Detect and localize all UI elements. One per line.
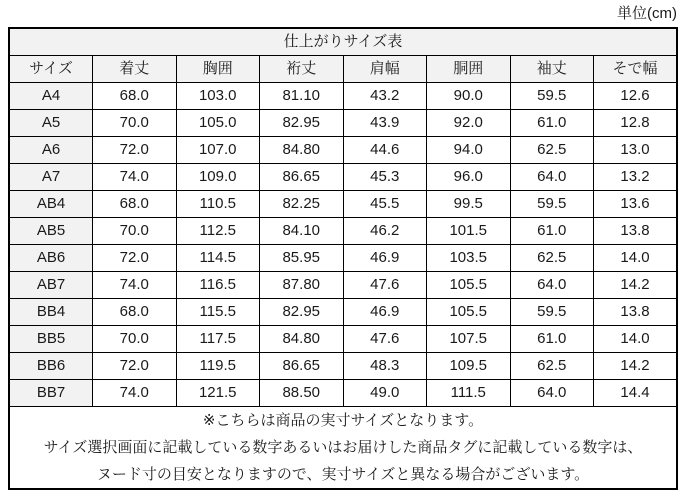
column-header: 裄丈 <box>260 56 344 83</box>
value-cell: 101.5 <box>427 218 511 245</box>
value-cell: 82.95 <box>260 299 344 326</box>
value-cell: 47.6 <box>343 272 427 299</box>
value-cell: 103.0 <box>176 83 260 110</box>
value-cell: 61.0 <box>510 110 594 137</box>
value-cell: 68.0 <box>93 83 177 110</box>
value-cell: 92.0 <box>427 110 511 137</box>
value-cell: 72.0 <box>93 353 177 380</box>
value-cell: 81.10 <box>260 83 344 110</box>
table-row <box>9 191 677 218</box>
value-cell: 59.5 <box>510 191 594 218</box>
value-cell: 13.2 <box>594 164 678 191</box>
size-cell: A5 <box>9 110 93 137</box>
value-cell: 74.0 <box>93 272 177 299</box>
value-cell: 87.80 <box>260 272 344 299</box>
value-cell: 68.0 <box>93 299 177 326</box>
value-cell: 46.2 <box>343 218 427 245</box>
size-cell: BB5 <box>9 326 93 353</box>
size-cell: A6 <box>9 137 93 164</box>
value-cell: 103.5 <box>427 245 511 272</box>
value-cell: 119.5 <box>176 353 260 380</box>
table-row <box>9 137 677 164</box>
value-cell: 47.6 <box>343 326 427 353</box>
value-cell: 114.5 <box>176 245 260 272</box>
value-cell: 43.9 <box>343 110 427 137</box>
value-cell: 64.0 <box>510 272 594 299</box>
value-cell: 107.0 <box>176 137 260 164</box>
value-cell: 74.0 <box>93 380 177 407</box>
value-cell: 109.5 <box>427 353 511 380</box>
value-cell: 14.2 <box>594 272 678 299</box>
value-cell: 12.6 <box>594 83 678 110</box>
table-title: 仕上がりサイズ表 <box>9 28 677 56</box>
table-row <box>9 83 677 110</box>
value-cell: 117.5 <box>176 326 260 353</box>
value-cell: 62.5 <box>510 137 594 164</box>
value-cell: 84.10 <box>260 218 344 245</box>
value-cell: 116.5 <box>176 272 260 299</box>
value-cell: 84.80 <box>260 137 344 164</box>
value-cell: 68.0 <box>93 191 177 218</box>
value-cell: 121.5 <box>176 380 260 407</box>
size-table-body <box>9 83 677 407</box>
size-cell: AB7 <box>9 272 93 299</box>
note-line: サイズ選択画面に記載している数字あるいはお届けした商品タグに記載している数字は、 <box>43 439 643 456</box>
value-cell: 70.0 <box>93 218 177 245</box>
table-row <box>9 272 677 299</box>
table-row <box>9 299 677 326</box>
value-cell: 70.0 <box>93 326 177 353</box>
value-cell: 84.80 <box>260 326 344 353</box>
value-cell: 99.5 <box>427 191 511 218</box>
value-cell: 61.0 <box>510 218 594 245</box>
value-cell: 48.3 <box>343 353 427 380</box>
notes-cell <box>9 407 677 490</box>
table-row <box>9 245 677 272</box>
value-cell: 14.2 <box>594 353 678 380</box>
size-cell: BB6 <box>9 353 93 380</box>
value-cell: 12.8 <box>594 110 678 137</box>
value-cell: 115.5 <box>176 299 260 326</box>
value-cell: 13.8 <box>594 299 678 326</box>
value-cell: 46.9 <box>343 299 427 326</box>
column-header: 着丈 <box>93 56 177 83</box>
value-cell: 94.0 <box>427 137 511 164</box>
size-table-foot <box>9 407 677 490</box>
size-cell: A4 <box>9 83 93 110</box>
table-row <box>9 380 677 407</box>
value-cell: 64.0 <box>510 164 594 191</box>
value-cell: 112.5 <box>176 218 260 245</box>
column-header: 胸囲 <box>176 56 260 83</box>
value-cell: 86.65 <box>260 164 344 191</box>
size-table-head <box>9 28 677 83</box>
value-cell: 72.0 <box>93 137 177 164</box>
value-cell: 14.0 <box>594 326 678 353</box>
value-cell: 45.5 <box>343 191 427 218</box>
value-cell: 43.2 <box>343 83 427 110</box>
value-cell: 110.5 <box>176 191 260 218</box>
value-cell: 105.0 <box>176 110 260 137</box>
value-cell: 62.5 <box>510 245 594 272</box>
value-cell: 105.5 <box>427 272 511 299</box>
value-cell: 59.5 <box>510 299 594 326</box>
column-header: 肩幅 <box>343 56 427 83</box>
column-header-row <box>9 56 677 83</box>
value-cell: 90.0 <box>427 83 511 110</box>
value-cell: 49.0 <box>343 380 427 407</box>
value-cell: 59.5 <box>510 83 594 110</box>
value-cell: 62.5 <box>510 353 594 380</box>
note-line: ※こちらは商品の実寸サイズとなります。 <box>202 412 484 429</box>
value-cell: 72.0 <box>93 245 177 272</box>
table-title-row <box>9 28 677 56</box>
value-cell: 13.0 <box>594 137 678 164</box>
table-row <box>9 353 677 380</box>
size-cell: AB5 <box>9 218 93 245</box>
value-cell: 44.6 <box>343 137 427 164</box>
value-cell: 107.5 <box>427 326 511 353</box>
value-cell: 105.5 <box>427 299 511 326</box>
value-cell: 96.0 <box>427 164 511 191</box>
value-cell: 13.8 <box>594 218 678 245</box>
unit-label: 単位(cm) <box>617 5 677 22</box>
value-cell: 82.25 <box>260 191 344 218</box>
value-cell: 111.5 <box>427 380 511 407</box>
value-cell: 70.0 <box>93 110 177 137</box>
value-cell: 109.0 <box>176 164 260 191</box>
value-cell: 85.95 <box>260 245 344 272</box>
value-cell: 86.65 <box>260 353 344 380</box>
value-cell: 14.0 <box>594 245 678 272</box>
value-cell: 45.3 <box>343 164 427 191</box>
size-cell: BB7 <box>9 380 93 407</box>
notes-row <box>9 407 677 490</box>
value-cell: 64.0 <box>510 380 594 407</box>
value-cell: 61.0 <box>510 326 594 353</box>
value-cell: 88.50 <box>260 380 344 407</box>
table-row <box>9 164 677 191</box>
column-header: サイズ <box>9 56 93 83</box>
column-header: そで幅 <box>594 56 678 83</box>
note-line: ヌード寸の目安となりますので、実寸サイズと異なる場合がございます。 <box>96 466 590 483</box>
value-cell: 82.95 <box>260 110 344 137</box>
value-cell: 46.9 <box>343 245 427 272</box>
value-cell: 74.0 <box>93 164 177 191</box>
table-row <box>9 326 677 353</box>
size-cell: A7 <box>9 164 93 191</box>
table-row <box>9 110 677 137</box>
column-header: 胴囲 <box>427 56 511 83</box>
column-header: 袖丈 <box>510 56 594 83</box>
size-cell: AB6 <box>9 245 93 272</box>
value-cell: 13.6 <box>594 191 678 218</box>
size-cell: AB4 <box>9 191 93 218</box>
size-table <box>8 27 678 490</box>
value-cell: 14.4 <box>594 380 678 407</box>
table-row <box>9 218 677 245</box>
size-cell: BB4 <box>9 299 93 326</box>
